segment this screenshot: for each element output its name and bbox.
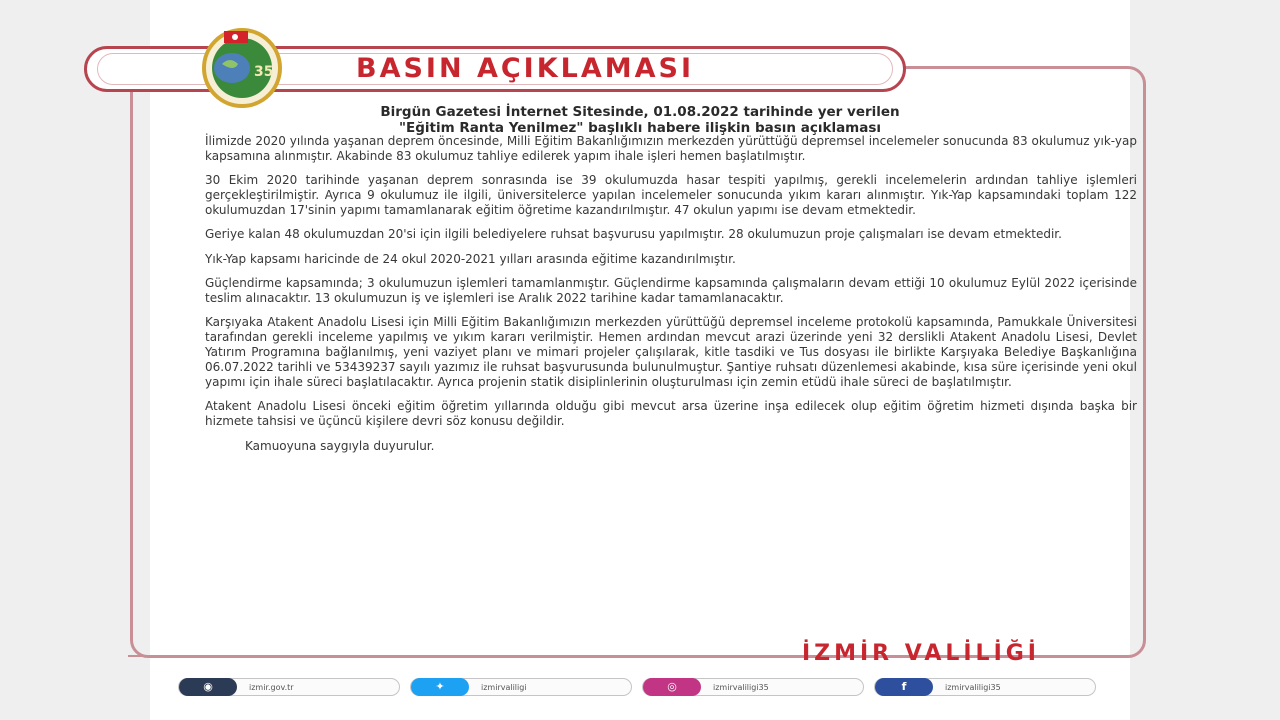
web-link-label: izmir.gov.tr bbox=[249, 683, 294, 692]
closing-line: Kamuoyuna saygıyla duyurulur. bbox=[245, 438, 435, 453]
social-links-bar bbox=[178, 678, 1098, 698]
facebook-link-label: izmirvaliligi35 bbox=[945, 683, 1001, 692]
twitter-link-label: izmirvaliligi bbox=[481, 683, 527, 692]
instagram-link[interactable] bbox=[642, 678, 864, 696]
svg-text:35: 35 bbox=[254, 64, 274, 80]
signature-divider bbox=[128, 655, 728, 657]
twitter-link[interactable] bbox=[410, 678, 632, 696]
paragraph-6: Karşıyaka Atakent Anadolu Lisesi için Milli Eğitim Bakanlığımızın merkezden yürüttüğü depremsel inceleme protokolü kapsamında, Pamukkale Üniversitesi tarafından gerekli inceleme yapılmış ve yıkım kararı verilmiştir. Hemen ardından mevcut arazi üzerinde yeni 32 derslikli Atakent Anadolu Lisesi, Devlet Yatırım Programına bağlanılmış, yeni vaziyet planı ve mimari projeler çalışılarak, kitle tasdiki ve Tus dosyası ile birlikte Karşıyaka Belediye Başkanlığına 06.07.2022 tarihli ve 53439237 sayılı yazımız ile ruhsat başvurusunda bulunulmuştur. Şantiye ruhsatı düzenlemesi akabinde, kısa süre içerisinde yeni okul yapımı için ihale süreci başlatılacaktır. Ayrıca projenin statik disiplinlerinin oluşturulması için zemin etüdü ihale süreci de başlatılmıştır. bbox=[205, 314, 1137, 390]
globe-icon: ◉ bbox=[179, 678, 237, 696]
paragraph-2: 30 Ekim 2020 tarihinde yaşanan deprem sonrasında ise 39 okulumuzda hasar tespiti yapılmış, gerekli incelemelerin ardından tahliye işlemleri gerçekleştirilmiştir. Ayrıca 9 okulumuz ile ilgili, üniversitelerce yapılan incelemeler sonucunda yıkım kararı alınmıştır. Yık-Yap kapsamındaki toplam 122 okulumuzdan 17'sinin yapımı tamamlanarak eğitim öğretime kazandırılmıştır. 47 okulun yapımı ise devam etmektedir. bbox=[205, 173, 1137, 218]
instagram-link-label: izmirvaliligi35 bbox=[713, 683, 769, 692]
page-margin-right bbox=[1130, 0, 1280, 720]
web-link[interactable] bbox=[178, 678, 400, 696]
paragraph-3: Geriye kalan 48 okulumuzdan 20'si için ilgili belediyelere ruhsat başvurusu yapılmıştır. 28 okulumuzun proje çalışmaları ise devam etmektedir. bbox=[205, 227, 1062, 242]
turkish-flag-icon bbox=[224, 31, 248, 43]
document-body bbox=[205, 134, 1137, 463]
twitter-icon: ✦ bbox=[411, 678, 469, 696]
facebook-icon: f bbox=[875, 678, 933, 696]
document-heading bbox=[150, 104, 1130, 136]
paragraph-1: İlimizde 2020 yılında yaşanan deprem öncesinde, Milli Eğitim Bakanlığımızın merkezden yürüttüğü depremsel incelemeler sonucunda 83 okulumuz yık-yap kapsamına alınmıştır. Akabinde 83 okulumuz tahliye edilerek yapım ihale işleri hemen başlatılmıştır. bbox=[205, 134, 1137, 164]
signature-izmir-valiligi: İZMİR VALİLİĞİ bbox=[801, 641, 1040, 666]
page-margin-left bbox=[0, 0, 150, 720]
heading-line-1: Birgün Gazetesi İnternet Sitesinde, 01.08.2022 tarihinde yer verilen bbox=[380, 104, 900, 120]
paragraph-5: Güçlendirme kapsamında; 3 okulumuzun işlemleri tamamlanmıştır. Güçlendirme kapsamında çalışmaların devam ettiği 10 okulumuz Eylül 2022 içerisinde teslim alınacaktır. 13 okulumuzun iş ve işlemleri ise Aralık 2022 tarihine kadar tamamlanacaktır. bbox=[205, 275, 1137, 305]
paragraph-4: Yık-Yap kapsamı haricinde de 24 okul 2020-2021 yılları arasında eğitime kazandırılmıştır. bbox=[205, 251, 736, 266]
instagram-icon: ◎ bbox=[643, 678, 701, 696]
paragraph-7: Atakent Anadolu Lisesi önceki eğitim öğretim yıllarında olduğu gibi mevcut arsa üzerine inşa edilecek olup eğitim öğretim hizmeti dışında başka bir hizmete tahsisi ve üçüncü kişilere devri söz konusu değildir. bbox=[205, 399, 1137, 429]
heading-line-2: "Eğitim Ranta Yenilmez" başlıklı habere ilişkin basın açıklaması bbox=[398, 120, 882, 136]
page-title: BASIN AÇIKLAMASI bbox=[356, 53, 694, 84]
facebook-link[interactable] bbox=[874, 678, 1096, 696]
